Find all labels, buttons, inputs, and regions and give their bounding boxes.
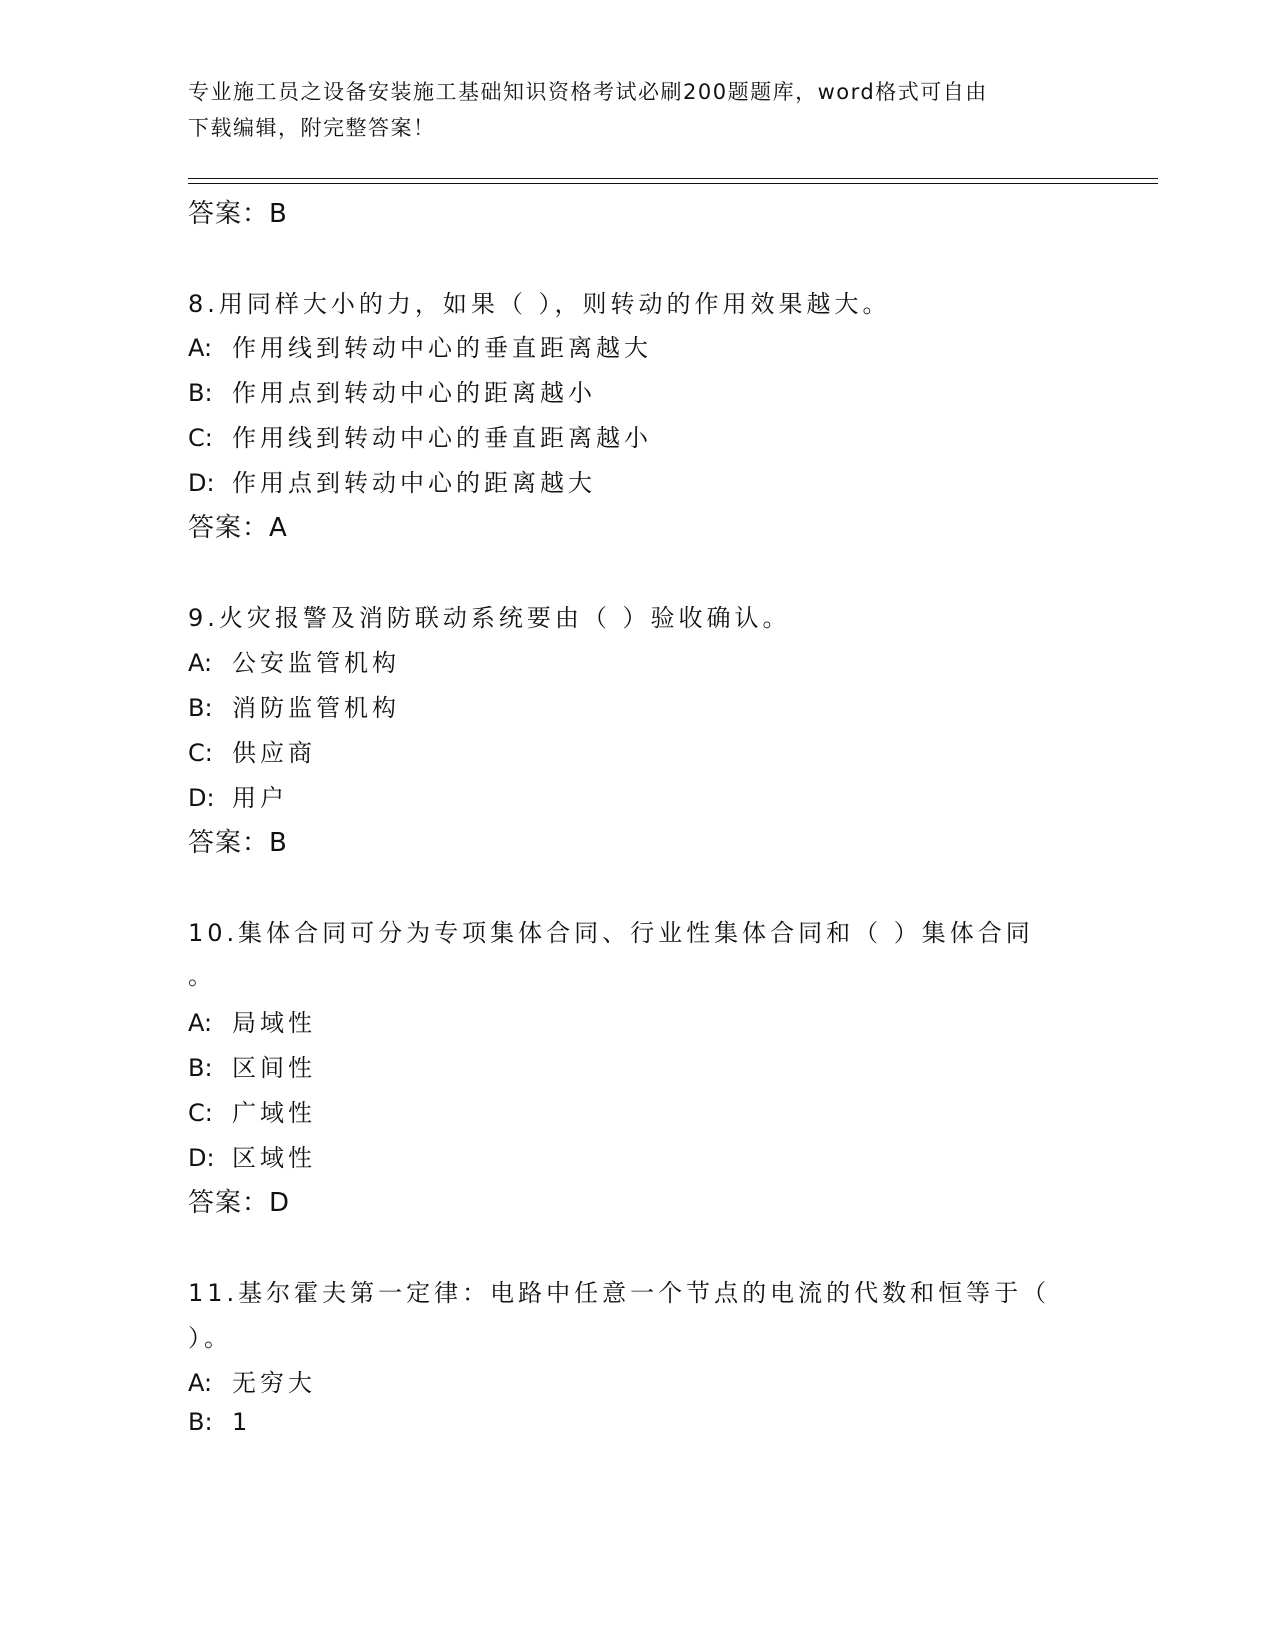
option-key: C: [188,424,213,452]
option-key: D: [188,1144,215,1172]
option-key: A: [188,1369,213,1397]
option-key: D: [188,784,215,812]
header-divider-bottom [188,183,1158,184]
question-10-option-a [188,1003,316,1038]
question-8-option-d [188,463,596,498]
option-key: B: [188,1408,213,1436]
question-11-stem-line-2: ）。 [188,1324,232,1352]
question-9-option-d [188,778,288,813]
header-line-2: 下载编辑，附完整答案！ [188,116,436,140]
option-text: 1 [232,1408,252,1436]
option-key: A: [188,334,213,362]
question-8-option-a [188,328,652,363]
question-9-answer: 答案：B [188,828,288,858]
option-text: 区间性 [232,1054,316,1082]
option-key: D: [188,469,215,497]
option-text: 广域性 [232,1099,316,1127]
question-10-stem-line-1: 10.集体合同可分为专项集体合同、行业性集体合同和（ ）集体合同 [188,919,1034,947]
question-8-option-c [188,418,652,453]
option-text: 作用线到转动中心的垂直距离越小 [232,424,652,452]
option-text: 作用点到转动中心的距离越小 [232,379,596,407]
option-key: A: [188,1009,213,1037]
option-key: A: [188,649,213,677]
option-text: 局域性 [232,1009,316,1037]
header-line-1: 专业施工员之设备安装施工基础知识资格考试必刷200题题库，word格式可自由 [188,80,988,104]
question-10-stem-line-2: 。 [188,962,216,990]
question-10-option-c [188,1093,316,1128]
option-key: C: [188,1099,213,1127]
option-key: B: [188,379,213,407]
option-key: B: [188,694,213,722]
option-text: 公安监管机构 [232,649,400,677]
question-9-option-a [188,643,400,678]
question-11-stem-line-1: 11.基尔霍夫第一定律：电路中任意一个节点的电流的代数和恒等于（ [188,1279,1051,1307]
question-10-option-b [188,1048,316,1083]
question-10-option-d [188,1138,316,1173]
option-key: C: [188,739,213,767]
question-8-option-b [188,373,596,408]
option-text: 作用线到转动中心的垂直距离越大 [232,334,652,362]
document-header [188,74,1088,146]
option-key: B: [188,1054,213,1082]
question-11-option-b [188,1408,251,1436]
option-text: 供应商 [232,739,316,767]
question-9-option-b [188,688,400,723]
question-10-answer: 答案：D [188,1188,291,1218]
option-text: 消防监管机构 [232,694,400,722]
question-8-answer: 答案：A [188,513,288,543]
header-divider-top [188,178,1158,179]
option-text: 无穷大 [232,1369,316,1397]
question-9-option-c [188,733,316,768]
answer-7: 答案：B [188,199,288,229]
question-8-stem: 8.用同样大小的力，如果（ ），则转动的作用效果越大。 [188,290,891,318]
question-11-option-a [188,1363,316,1398]
question-9-stem: 9.火灾报警及消防联动系统要由（ ）验收确认。 [188,604,791,632]
option-text: 作用点到转动中心的距离越大 [232,469,596,497]
option-text: 区域性 [232,1144,316,1172]
option-text: 用户 [232,784,288,812]
